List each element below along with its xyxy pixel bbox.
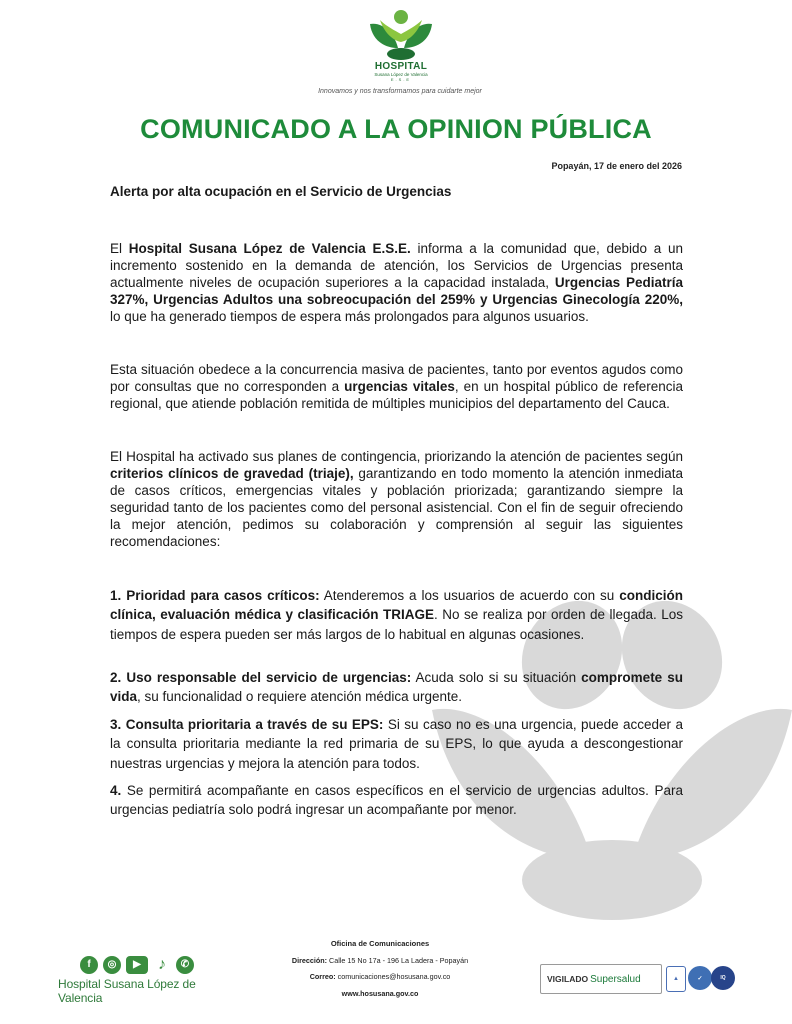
footer-office: Oficina de Comunicaciones (330, 939, 430, 948)
p3-text-2: garantizando en todo momento la atención inmediata de casos críticos, emergencias vitales y población priorizada; garantizando siempre la seguridad tanto de los pacientes como del personal asistencial. Con el fin de seguir ofreciendo la mejor atención, pedimos su colaboración y comprensión al seguir las siguientes recomendaciones: (110, 466, 683, 549)
hospital-logo-icon (364, 8, 438, 62)
p1-text-1: El (110, 241, 129, 256)
p1-bold-1: Hospital Susana López de Valencia E.S.E. (128, 241, 411, 256)
accreditation-icon: ▲ (666, 966, 686, 992)
rec1-heading: 1. Prioridad para casos críticos: (110, 588, 320, 603)
p1-text-2: informa a la comunidad que, debido a un incremento sostenido en la demanda de atención, los Servicios de Urgencias presenta actualmente niveles de ocupación superiores a la capacidad instalada, (110, 241, 683, 290)
logo-name: HOSPITAL (374, 61, 428, 72)
recommendation-3 (110, 715, 683, 773)
rec3-heading: 3. Consulta prioritaria a través de su EPS: (110, 717, 384, 732)
rec2-text-1: Acuda solo si su situación (411, 670, 582, 685)
paragraph-1 (110, 240, 683, 325)
footer-social (58, 956, 233, 1005)
iqnet-icon: IQ (711, 966, 735, 990)
hospital-logo (316, 8, 486, 82)
rec1-text-2: . No se realiza por orden de llegada. Los tiempos de espera pueden ser más largos de lo habitual en algunas ocasiones. (110, 607, 684, 642)
logo-ese: E.S.E (390, 77, 412, 82)
footer-email-line (270, 969, 490, 986)
p2-text-1: Esta situación obedece a la concurrencia masiva de pacientes, tanto por eventos agudos como por consultas que no corresponden a (110, 362, 683, 394)
rec1-text-1: Atenderemos a los usuarios de acuerdo con su (319, 588, 620, 603)
footer-address: Calle 15 No 17a - 196 La Ladera - Popayán (329, 955, 469, 965)
whatsapp-icon[interactable]: ✆ (176, 956, 194, 974)
p1-bold-2: Urgencias Pediatría 327%, Urgencias Adultos una sobreocupación del 259% y Urgencias Ginecología 220%, (110, 275, 683, 307)
rec4-heading: 4. (110, 783, 122, 798)
rec3-text-1: Si su caso no es una urgencia, puede acceder a la consulta prioritaria mediante la red primaria de su EPS, lo que ayuda a descongestionar nuestras urgencias y mejora la atención para todos. (110, 717, 684, 771)
p1-text-3: lo que ha generado tiempos de espera más prolongados para algunos usuarios. (110, 309, 589, 324)
rec2-bold: compromete su vida (110, 670, 684, 705)
rec2-heading: 2. Uso responsable del servicio de urgencias: (110, 670, 412, 685)
subject-heading: Alerta por alta ocupación en el Servicio de Urgencias (110, 184, 452, 199)
recommendation-4 (110, 781, 683, 820)
facebook-icon[interactable]: f (80, 956, 98, 974)
footer-contact (270, 936, 490, 1002)
vigilado-supersalud-badge (540, 964, 662, 994)
paragraph-3 (110, 448, 683, 550)
footer-hospital-name: Hospital Susana López de Valencia (58, 977, 196, 1005)
footer-website[interactable]: www.hosusana.gov.co (341, 988, 419, 998)
page-title: COMUNICADO A LA OPINION PÚBLICA (140, 114, 652, 144)
p3-bold-1: criterios clínicos de gravedad (triaje), (110, 466, 354, 481)
place-date: Popayán, 17 de enero del 2026 (551, 161, 682, 171)
tagline: Innovamos y nos transformamos para cuidarte mejor (318, 88, 482, 95)
footer-address-label: Dirección: (291, 955, 328, 965)
recommendation-2 (110, 668, 683, 707)
footer-address-line (270, 953, 490, 970)
youtube-icon[interactable]: ▶ (126, 956, 148, 974)
supersalud-label: Supersalud (590, 973, 641, 985)
instagram-icon[interactable]: ◎ (103, 956, 121, 974)
p2-text-2: , en un hospital público de referencia regional, que atiende población remitida de múltiples municipios del departamento del Cauca. (110, 379, 683, 411)
p2-bold-1: urgencias vitales (344, 379, 455, 394)
vigilado-label: VIGILADO (547, 974, 589, 984)
rec1-bold: condición clínica, evaluación médica y clasificación TRIAGE (110, 588, 683, 623)
recommendation-1 (110, 586, 683, 644)
rec2-text-2: , su funcionalidad o requiere atención médica urgente. (137, 689, 462, 705)
p3-text-1: El Hospital ha activado sus planes de contingencia, priorizando la atención de pacientes según (110, 449, 683, 464)
footer-email[interactable]: comunicaciones@hosusana.gov.co (337, 972, 451, 981)
footer-email-label: Correo: (309, 972, 336, 981)
social-icons (80, 956, 233, 974)
logo-subname: Susana López de Valencia (374, 72, 428, 77)
rec4-text-1: Se permitirá acompañante en casos específicos en el servicio de urgencias adultos. Para urgencias pediatría solo podrá ingresar un acompañante por menor. (110, 783, 683, 818)
certification-icon: ✓ (688, 966, 712, 990)
paragraph-2 (110, 361, 683, 412)
tiktok-icon[interactable]: ♪ (158, 956, 166, 973)
